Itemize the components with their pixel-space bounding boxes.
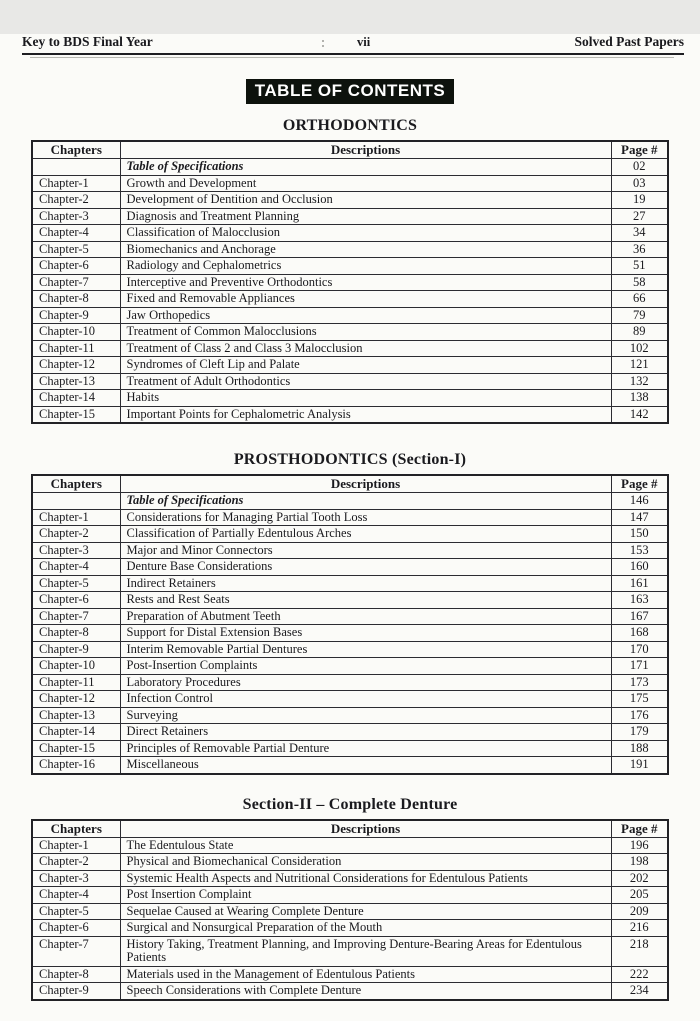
page-cell: 102	[611, 340, 668, 357]
description-cell: Denture Base Considerations	[120, 559, 611, 576]
page-cell: 161	[611, 575, 668, 592]
page-cell: 168	[611, 625, 668, 642]
description-cell: Biomechanics and Anchorage	[120, 241, 611, 258]
column-header-descriptions: Descriptions	[120, 475, 611, 493]
chapter-cell: Chapter-15	[32, 406, 120, 423]
page-cell: 34	[611, 225, 668, 242]
chapter-cell: Chapter-6	[32, 258, 120, 275]
chapter-cell: Chapter-8	[32, 966, 120, 983]
column-header-chapters: Chapters	[32, 141, 120, 159]
toc-row	[32, 406, 668, 423]
toc-row	[32, 870, 668, 887]
toc-row	[32, 357, 668, 374]
toc-table-prosthodontics	[31, 474, 669, 775]
page-cell: 234	[611, 983, 668, 1000]
column-header-page: Page #	[611, 141, 668, 159]
page-cell: 167	[611, 608, 668, 625]
chapter-cell	[32, 493, 120, 510]
chapter-cell: Chapter-1	[32, 175, 120, 192]
chapter-cell: Chapter-2	[32, 526, 120, 543]
chapter-cell: Chapter-13	[32, 373, 120, 390]
toc-row	[32, 740, 668, 757]
description-cell: Development of Dentition and Occlusion	[120, 192, 611, 209]
page-cell: 79	[611, 307, 668, 324]
toc-row	[32, 724, 668, 741]
toc-row	[32, 983, 668, 1000]
toc-row	[32, 526, 668, 543]
toc-row	[32, 625, 668, 642]
description-cell: Treatment of Class 2 and Class 3 Malocclusion	[120, 340, 611, 357]
chapter-cell: Chapter-11	[32, 674, 120, 691]
scanned-toc-page	[0, 34, 700, 1021]
toc-row	[32, 757, 668, 774]
scan-speck	[322, 40, 324, 42]
toc-row	[32, 903, 668, 920]
page-cell: 202	[611, 870, 668, 887]
header-subrule	[30, 57, 674, 58]
page-cell: 188	[611, 740, 668, 757]
page-cell: 163	[611, 592, 668, 609]
column-header-page: Page #	[611, 475, 668, 493]
chapter-cell: Chapter-11	[32, 340, 120, 357]
description-cell: Treatment of Adult Orthodontics	[120, 373, 611, 390]
description-cell: Considerations for Managing Partial Tooth Loss	[120, 509, 611, 526]
page-cell: 146	[611, 493, 668, 510]
toc-row	[32, 258, 668, 275]
toc-table-complete-denture	[31, 819, 669, 1001]
page-cell: 218	[611, 936, 668, 966]
description-cell: Support for Distal Extension Bases	[120, 625, 611, 642]
toc-row	[32, 390, 668, 407]
page-cell: 175	[611, 691, 668, 708]
page-cell: 171	[611, 658, 668, 675]
toc-row	[32, 175, 668, 192]
description-cell: Table of Specifications	[120, 493, 611, 510]
description-cell: Classification of Malocclusion	[120, 225, 611, 242]
chapter-cell: Chapter-2	[32, 192, 120, 209]
toc-row	[32, 493, 668, 510]
page-cell: 132	[611, 373, 668, 390]
page-cell: 66	[611, 291, 668, 308]
page-cell: 147	[611, 509, 668, 526]
description-cell: Materials used in the Management of Edentulous Patients	[120, 966, 611, 983]
toc-row	[32, 542, 668, 559]
toc-header-row	[32, 141, 668, 159]
chapter-cell: Chapter-4	[32, 225, 120, 242]
description-cell: Diagnosis and Treatment Planning	[120, 208, 611, 225]
page-cell: 196	[611, 837, 668, 854]
description-cell: Indirect Retainers	[120, 575, 611, 592]
chapter-cell	[32, 159, 120, 176]
column-header-page: Page #	[611, 820, 668, 838]
page-title: TABLE OF CONTENTS	[246, 79, 454, 104]
description-cell: Post-Insertion Complaints	[120, 658, 611, 675]
description-cell: Physical and Biomechanical Consideration	[120, 854, 611, 871]
toc-row	[32, 291, 668, 308]
description-cell: Habits	[120, 390, 611, 407]
toc-table-orthodontics	[31, 140, 669, 424]
description-cell: The Edentulous State	[120, 837, 611, 854]
chapter-cell: Chapter-7	[32, 274, 120, 291]
column-header-descriptions: Descriptions	[120, 141, 611, 159]
page-cell: 150	[611, 526, 668, 543]
description-cell: Syndromes of Cleft Lip and Palate	[120, 357, 611, 374]
section-heading-orthodontics: ORTHODONTICS	[282, 117, 418, 134]
page-cell: 51	[611, 258, 668, 275]
page-cell: 138	[611, 390, 668, 407]
chapter-cell: Chapter-14	[32, 390, 120, 407]
page-cell: 176	[611, 707, 668, 724]
toc-row	[32, 920, 668, 937]
header-book-title: Key to BDS Final Year	[22, 34, 153, 49]
chapter-cell: Chapter-3	[32, 542, 120, 559]
description-cell: Radiology and Cephalometrics	[120, 258, 611, 275]
description-cell: Miscellaneous	[120, 757, 611, 774]
page-cell: 121	[611, 357, 668, 374]
toc-row	[32, 674, 668, 691]
toc-row	[32, 887, 668, 904]
page-cell: 58	[611, 274, 668, 291]
column-header-descriptions: Descriptions	[120, 820, 611, 838]
chapter-cell: Chapter-5	[32, 903, 120, 920]
section-heading-complete-denture: Section-II – Complete Denture	[242, 795, 458, 813]
page-cell: 170	[611, 641, 668, 658]
toc-row	[32, 509, 668, 526]
toc-row	[32, 658, 668, 675]
chapter-cell: Chapter-7	[32, 936, 120, 966]
description-cell: Principles of Removable Partial Denture	[120, 740, 611, 757]
page-cell: 209	[611, 903, 668, 920]
description-cell: Surveying	[120, 707, 611, 724]
toc-row	[32, 691, 668, 708]
toc-row	[32, 208, 668, 225]
page-cell: 173	[611, 674, 668, 691]
toc-table-body	[32, 159, 668, 424]
toc-row	[32, 707, 668, 724]
header-book-subtitle: Solved Past Papers	[574, 34, 684, 49]
chapter-cell: Chapter-7	[32, 608, 120, 625]
toc-row	[32, 641, 668, 658]
chapter-cell: Chapter-5	[32, 241, 120, 258]
description-cell: Rests and Rest Seats	[120, 592, 611, 609]
toc-row	[32, 592, 668, 609]
chapter-cell: Chapter-3	[32, 208, 120, 225]
chapter-cell: Chapter-14	[32, 724, 120, 741]
toc-row	[32, 192, 668, 209]
chapter-cell: Chapter-3	[32, 870, 120, 887]
page-cell: 19	[611, 192, 668, 209]
description-cell: Jaw Orthopedics	[120, 307, 611, 324]
page-cell: 03	[611, 175, 668, 192]
page-cell: 153	[611, 542, 668, 559]
toc-row	[32, 837, 668, 854]
toc-row	[32, 608, 668, 625]
chapter-cell: Chapter-4	[32, 559, 120, 576]
chapter-cell: Chapter-10	[32, 658, 120, 675]
toc-row	[32, 854, 668, 871]
description-cell: Treatment of Common Malocclusions	[120, 324, 611, 341]
chapter-cell: Chapter-9	[32, 641, 120, 658]
chapter-cell: Chapter-4	[32, 887, 120, 904]
column-header-chapters: Chapters	[32, 820, 120, 838]
toc-row	[32, 559, 668, 576]
description-cell: Fixed and Removable Appliances	[120, 291, 611, 308]
description-cell: Classification of Partially Edentulous Arches	[120, 526, 611, 543]
description-cell: Infection Control	[120, 691, 611, 708]
page-cell: 198	[611, 854, 668, 871]
page-cell: 02	[611, 159, 668, 176]
chapter-cell: Chapter-9	[32, 307, 120, 324]
description-cell: Speech Considerations with Complete Denture	[120, 983, 611, 1000]
chapter-cell: Chapter-12	[32, 357, 120, 374]
column-header-chapters: Chapters	[32, 475, 120, 493]
chapter-cell: Chapter-15	[32, 740, 120, 757]
toc-row	[32, 241, 668, 258]
toc-row	[32, 340, 668, 357]
chapter-cell: Chapter-2	[32, 854, 120, 871]
toc-header-row	[32, 475, 668, 493]
page-cell: 191	[611, 757, 668, 774]
toc-row	[32, 225, 668, 242]
toc-row	[32, 274, 668, 291]
page-cell: 222	[611, 966, 668, 983]
chapter-cell: Chapter-9	[32, 983, 120, 1000]
running-header	[22, 34, 684, 55]
description-cell: Major and Minor Connectors	[120, 542, 611, 559]
header-page-roman: vii	[357, 35, 371, 49]
section-heading-prosthodontics: PROSTHODONTICS (Section-I)	[233, 451, 467, 468]
chapter-cell: Chapter-8	[32, 291, 120, 308]
description-cell: Laboratory Procedures	[120, 674, 611, 691]
description-cell: Systemic Health Aspects and Nutritional Considerations for Edentulous Patients	[120, 870, 611, 887]
chapter-cell: Chapter-16	[32, 757, 120, 774]
page-cell: 216	[611, 920, 668, 937]
chapter-cell: Chapter-5	[32, 575, 120, 592]
chapter-cell: Chapter-6	[32, 592, 120, 609]
description-cell: Post Insertion Complaint	[120, 887, 611, 904]
toc-row	[32, 936, 668, 966]
scan-speck	[322, 45, 324, 47]
toc-row	[32, 159, 668, 176]
toc-row	[32, 575, 668, 592]
page-cell: 142	[611, 406, 668, 423]
description-cell: Direct Retainers	[120, 724, 611, 741]
description-cell: Interim Removable Partial Dentures	[120, 641, 611, 658]
toc-header-row	[32, 820, 668, 838]
chapter-cell: Chapter-12	[32, 691, 120, 708]
chapter-cell: Chapter-1	[32, 837, 120, 854]
toc-table-body	[32, 493, 668, 774]
toc-row	[32, 373, 668, 390]
page-cell: 27	[611, 208, 668, 225]
description-cell: Table of Specifications	[120, 159, 611, 176]
chapter-cell: Chapter-13	[32, 707, 120, 724]
description-cell: Preparation of Abutment Teeth	[120, 608, 611, 625]
description-cell: History Taking, Treatment Planning, and Improving Denture-Bearing Areas for Edentulous Patients	[120, 936, 611, 966]
page-cell: 179	[611, 724, 668, 741]
chapter-cell: Chapter-1	[32, 509, 120, 526]
page-cell: 36	[611, 241, 668, 258]
description-cell: Surgical and Nonsurgical Preparation of the Mouth	[120, 920, 611, 937]
description-cell: Growth and Development	[120, 175, 611, 192]
page-cell: 160	[611, 559, 668, 576]
chapter-cell: Chapter-10	[32, 324, 120, 341]
chapter-cell: Chapter-8	[32, 625, 120, 642]
page-cell: 205	[611, 887, 668, 904]
toc-row	[32, 966, 668, 983]
toc-row	[32, 324, 668, 341]
chapter-cell: Chapter-6	[32, 920, 120, 937]
description-cell: Sequelae Caused at Wearing Complete Denture	[120, 903, 611, 920]
description-cell: Interceptive and Preventive Orthodontics	[120, 274, 611, 291]
page-cell: 89	[611, 324, 668, 341]
description-cell: Important Points for Cephalometric Analysis	[120, 406, 611, 423]
toc-row	[32, 307, 668, 324]
toc-table-body	[32, 837, 668, 1000]
